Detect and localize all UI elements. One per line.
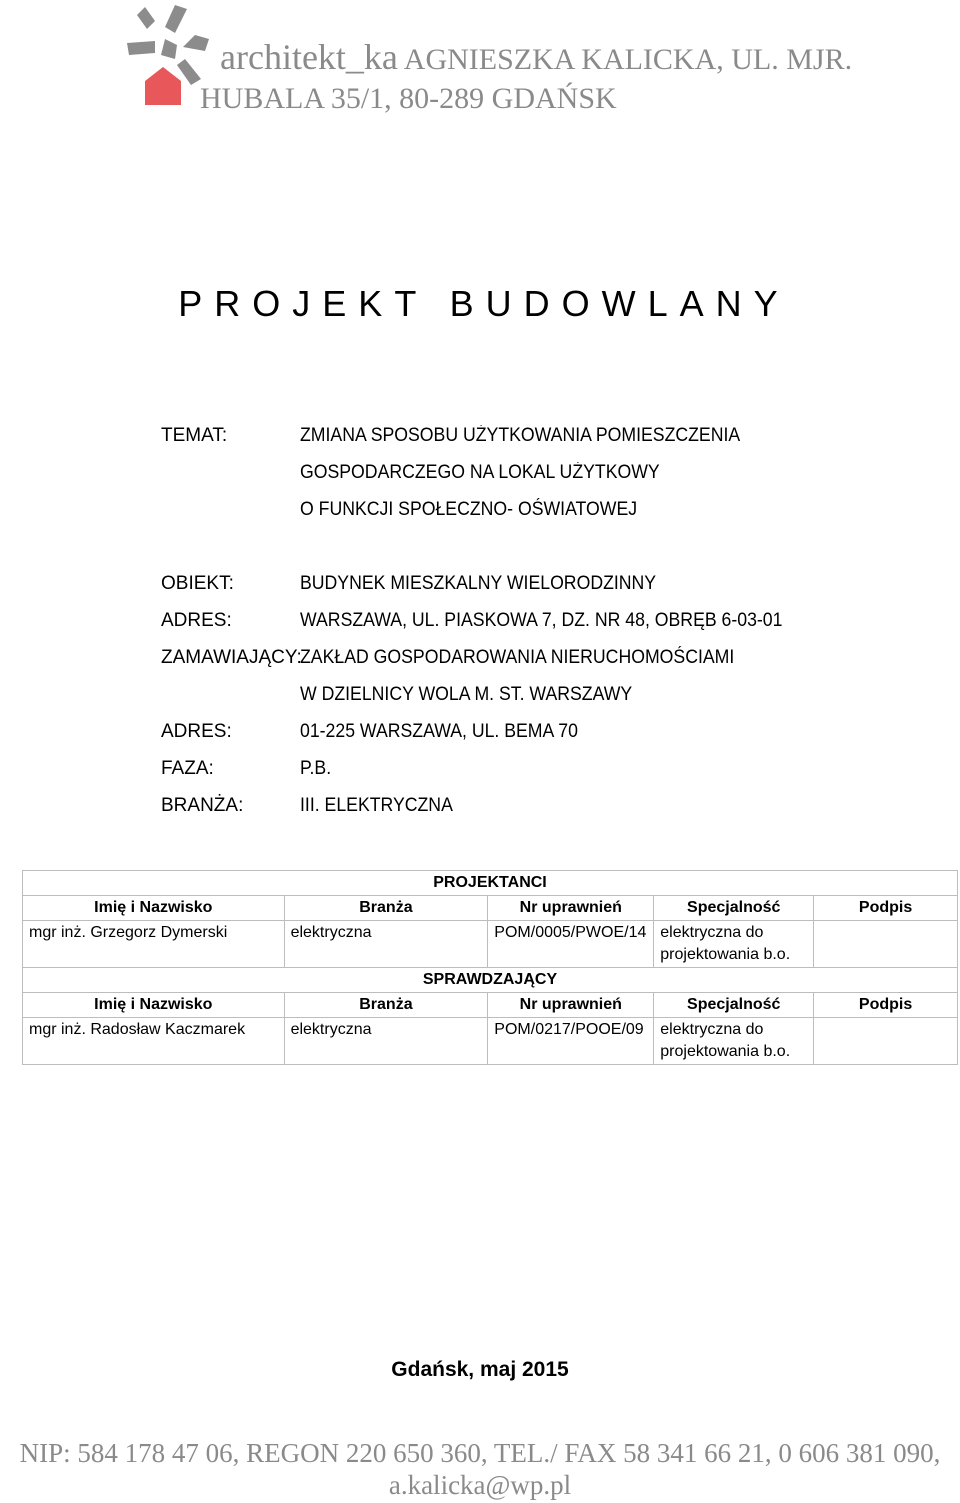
adres-label: ADRES: [161, 610, 232, 631]
table-header-row [23, 896, 958, 921]
branza-label: BRANŻA: [161, 795, 244, 816]
obiekt-value: BUDYNEK MIESZKALNY WIELORODZINNY [300, 573, 657, 594]
temat-line-3: O FUNKCJI SPOŁECZNO- OŚWIATOWEJ [300, 499, 638, 520]
company-footer [0, 1437, 960, 1501]
col-header-branza: Branża [284, 896, 488, 921]
project-info [161, 424, 819, 831]
table-row [23, 1018, 958, 1065]
projektant-nr: POM/0005/PWOE/14 [488, 921, 654, 968]
company-logo-icon [125, 5, 210, 105]
faza-label: FAZA: [161, 758, 214, 779]
projektanci-title: PROJEKTANCI [23, 871, 958, 896]
col-header-nr: Nr uprawnień [488, 993, 654, 1018]
sprawdzajacy-title: SPRAWDZAJĄCY [23, 968, 958, 993]
header-address-line2: HUBALA 35/1, 80-289 GDAŃSK [200, 82, 617, 115]
signatories-table [22, 870, 958, 1065]
temat-line-1: ZMIANA SPOSOBU UŻYTKOWANIA POMIESZCZENIA [300, 425, 741, 446]
sprawdzajacy-branza: elektryczna [284, 1018, 488, 1065]
projektant-name: mgr inż. Grzegorz Dymerski [23, 921, 285, 968]
projektant-podpis [814, 921, 958, 968]
col-header-branza: Branża [284, 993, 488, 1018]
col-header-name: Imię i Nazwisko [23, 896, 285, 921]
projektant-spec: elektryczna do projektowania b.o. [654, 921, 814, 968]
sprawdzajacy-podpis [814, 1018, 958, 1065]
col-header-nr: Nr uprawnień [488, 896, 654, 921]
zamawiajacy-label: ZAMAWIAJĄCY: [161, 647, 302, 668]
faza-value: P.B. [300, 758, 332, 779]
table-header-row [23, 993, 958, 1018]
sprawdzajacy-name: mgr inż. Radosław Kaczmarek [23, 1018, 285, 1065]
col-header-podpis: Podpis [814, 993, 958, 1018]
adres2-value: 01-225 WARSZAWA, UL. BEMA 70 [300, 721, 578, 742]
brand-name: architekt_ka [220, 37, 398, 77]
footer-line-1: NIP: 584 178 47 06, REGON 220 650 360, TEL./ FAX 58 341 66 21, 0 606 381 090, [19, 1438, 941, 1468]
zamawiajacy-line-1: ZAKŁAD GOSPODAROWANIA NIERUCHOMOŚCIAMI [300, 647, 735, 668]
header-address-line1: AGNIESZKA KALICKA, UL. MJR. [403, 43, 853, 76]
projektant-branza: elektryczna [284, 921, 488, 968]
col-header-spec: Specjalność [654, 896, 814, 921]
adres-value: WARSZAWA, UL. PIASKOWA 7, DZ. NR 48, OBRĘB 6-03-01 [300, 610, 783, 631]
company-header [200, 38, 940, 118]
branza-value: III. ELEKTRYCZNA [300, 795, 453, 816]
zamawiajacy-line-2: W DZIELNICY WOLA M. ST. WARSZAWY [300, 684, 633, 705]
sprawdzajacy-nr: POM/0217/POOE/09 [488, 1018, 654, 1065]
document-title: PROJEKT BUDOWLANY [178, 283, 790, 324]
col-header-name: Imię i Nazwisko [23, 993, 285, 1018]
adres2-label: ADRES: [161, 721, 232, 742]
col-header-podpis: Podpis [814, 896, 958, 921]
col-header-spec: Specjalność [654, 993, 814, 1018]
temat-label: TEMAT: [161, 425, 228, 446]
obiekt-label: OBIEKT: [161, 573, 234, 594]
table-row [23, 921, 958, 968]
place-date: Gdańsk, maj 2015 [391, 1358, 569, 1381]
footer-email: a.kalicka@wp.pl [388, 1470, 572, 1500]
sprawdzajacy-spec: elektryczna do projektowania b.o. [654, 1018, 814, 1065]
temat-line-2: GOSPODARCZEGO NA LOKAL UŻYTKOWY [300, 462, 660, 483]
